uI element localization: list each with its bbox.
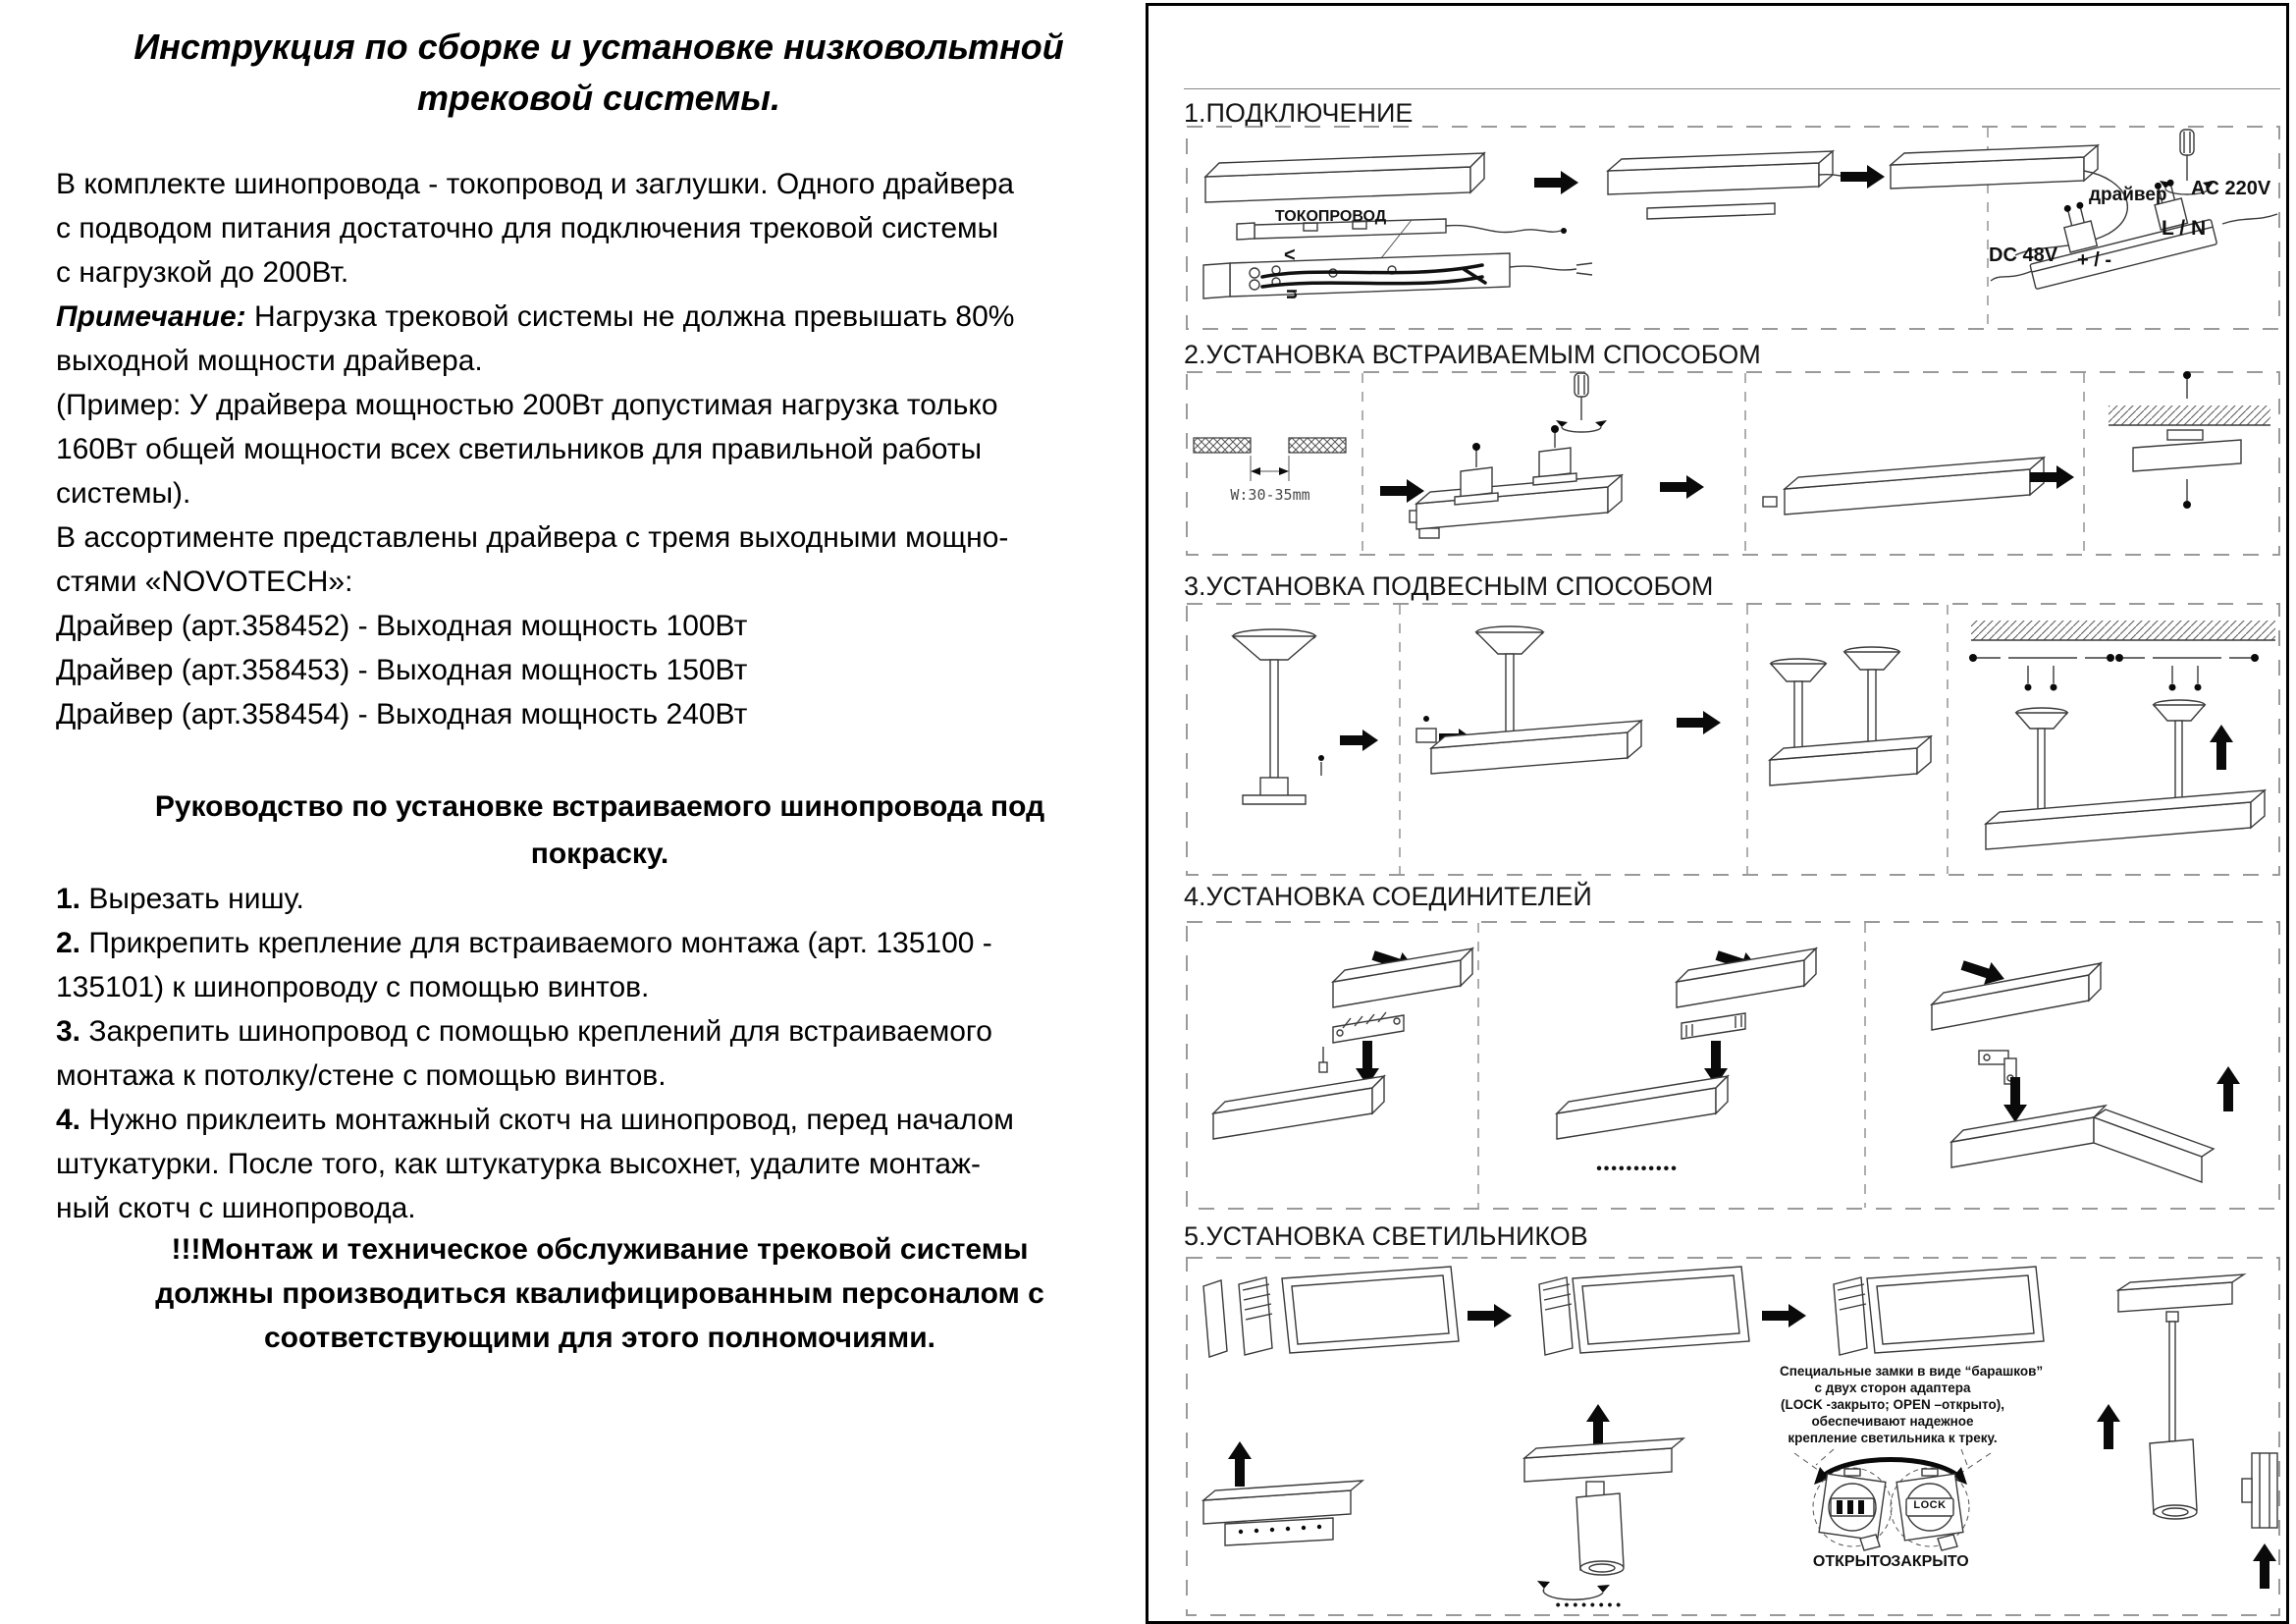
track-icon <box>1785 458 2044 514</box>
track-icon <box>1891 145 2098 189</box>
step-line: ный скотч с шинопровода. <box>56 1192 416 1224</box>
section2-title: 2.УСТАНОВКА ВСТРАИВАЕМЫМ СПОСОБОМ <box>1184 340 1761 369</box>
section3-title: 3.УСТАНОВКА ПОДВЕСНЫМ СПОСОБОМ <box>1184 571 1714 601</box>
polarity-mark: < <box>1284 244 1296 266</box>
driver-item: Драйвер (арт.358452) - Выходная мощность 100Вт <box>56 610 748 642</box>
step-line: 135101) к шинопроводу с помощью винтов. <box>56 971 650 1003</box>
warning-line: должны производиться квалифицированным персоналом с <box>155 1277 1044 1310</box>
section5-diagram <box>1186 1257 2280 1616</box>
text-line: В ассортименте представлены драйвера с тремя выходными мощно- <box>56 521 1009 554</box>
adapter-icon <box>1239 1277 1272 1355</box>
dc-voltage-label: DC 48V <box>1989 244 2058 266</box>
section1-topline <box>1184 88 2280 89</box>
driver-item: Драйвер (арт.358454) - Выходная мощность 240Вт <box>56 698 748 731</box>
arrow-right-icon <box>1677 711 1721 734</box>
driver-item: Драйвер (арт.358453) - Выходная мощность 150Вт <box>56 654 748 686</box>
adapter-icon <box>1834 1277 1867 1355</box>
document-title <box>59 22 1139 124</box>
linear-lamp-icon <box>1282 1267 1459 1353</box>
lock-note-line: крепление светильника к треку. <box>1788 1431 1998 1445</box>
open-label: ОТКРЫТО <box>1812 1553 1893 1570</box>
linear-lamp-icon <box>1867 1267 2044 1353</box>
section3-diagram <box>1186 603 2280 876</box>
polarity-label: + / - <box>2077 249 2112 271</box>
ac-wire <box>2222 214 2277 224</box>
step-line: штукатурки. После того, как штукатурка высохнет, удалите монтаж- <box>56 1148 981 1180</box>
track-icon <box>1213 1076 1384 1139</box>
polarity-mark: u <box>1281 289 1301 299</box>
step-number: 1. <box>56 883 81 915</box>
step-number: 3. <box>56 1015 81 1048</box>
step-text: Прикрепить крепление для встраиваемого монтажа (арт. 135100 - <box>80 927 992 959</box>
intro-paragraphs <box>56 162 1144 736</box>
text-line: системы). <box>56 477 191 510</box>
step-text: Вырезать нишу. <box>80 883 304 915</box>
text-line <box>56 295 1144 339</box>
arrow-up-icon <box>1586 1404 1610 1449</box>
closed-label: ЗАКРЫТО <box>1891 1553 1969 1570</box>
lock-note-line: с двух сторон адаптера <box>1814 1380 1971 1395</box>
ceiling-icon <box>2109 406 2270 425</box>
lock-note-line: (LOCK -закрыто; OPEN –открыто), <box>1781 1397 2004 1412</box>
text-line: выходной мощности драйвера. <box>56 345 483 377</box>
arrow-up-icon <box>2097 1404 2120 1449</box>
step-text: Закрепить шинопровод с помощью креплений для встраиваемого <box>80 1015 992 1048</box>
ln-terminal-label: L / N <box>2162 217 2207 240</box>
track-label: ТОКОПРОВОД <box>1274 208 1387 225</box>
step-line <box>56 921 1144 965</box>
track-icon <box>1205 153 1484 202</box>
section5-title: 5.УСТАНОВКА СВЕТИЛЬНИКОВ <box>1184 1221 1588 1251</box>
screwdriver-icon <box>1556 373 1607 432</box>
driver-label: драйвер <box>2089 185 2167 205</box>
pendant-track-icon <box>1431 626 1641 774</box>
diagram-panel <box>1146 3 2289 1624</box>
mounted-track-icon <box>2133 371 2241 509</box>
arrow-right-icon <box>1660 475 1704 499</box>
arrow-right-icon <box>1340 730 1378 751</box>
arrow-right-icon <box>1468 1304 1512 1327</box>
warning-text <box>56 1227 1144 1360</box>
ceiling-bracket-icon <box>2115 654 2259 691</box>
text-line: (Пример: У драйвера мощностью 200Вт допустимая нагрузка только <box>56 389 998 421</box>
note-label: Примечание: <box>56 300 246 333</box>
rotation-dots: • • • • • • • • <box>1555 1597 1622 1612</box>
linear-lamp-icon <box>1573 1267 1749 1353</box>
arrow-up-icon <box>2210 725 2233 770</box>
guide-title-line: Руководство по установке встраиваемого шинопровода под <box>154 790 1045 823</box>
step-line: монтажа к потолку/стене с помощью винтов. <box>56 1059 667 1092</box>
arrow-up-icon <box>1228 1441 1252 1487</box>
adapter-icon <box>1539 1277 1573 1355</box>
arrow-right-icon <box>1534 171 1578 194</box>
width-dimension-label: W:30-35mm <box>1230 486 1310 504</box>
warning-line: !!!Монтаж и техническое обслуживание трековой системы <box>171 1233 1029 1266</box>
track-icon <box>1608 151 1865 219</box>
guide-title <box>56 784 1144 878</box>
dc-wire <box>1991 271 2032 281</box>
ac-voltage-label: AC 220V <box>2191 178 2271 199</box>
text-line: с нагрузкой до 200Вт. <box>56 256 349 289</box>
note-text: Нагрузка трековой системы не должна превышать 80% <box>245 300 1015 333</box>
step-line <box>56 1009 1144 1054</box>
lock-note-line: Специальные замки в виде “барашков” <box>1780 1364 2044 1379</box>
ceiling-cutout-icon <box>1194 438 1346 481</box>
step-line <box>56 877 1144 921</box>
pendant-track-icon <box>1986 700 2265 849</box>
ceiling-icon <box>1971 621 2275 640</box>
step-number: 2. <box>56 927 81 959</box>
track-with-lamp-icon <box>1203 1481 1362 1545</box>
section2-diagram <box>1186 371 2280 556</box>
pendant-icon <box>1233 629 1324 804</box>
text-line: с подводом питания достаточно для подключения трековой системы <box>56 212 999 244</box>
title-line: трековой системы. <box>416 78 781 118</box>
text-line: В комплекте шинопровода - токопровод и заглушки. Одного драйвера <box>56 168 1014 200</box>
arrow-right-icon <box>1762 1304 1806 1327</box>
connector-icon <box>1319 1012 1404 1072</box>
text-line: 160Вт общей мощности всех светильников для правильной работы <box>56 433 983 465</box>
track-icon <box>1416 475 1622 529</box>
step-line <box>56 1098 1144 1142</box>
track-icon <box>1932 963 2101 1030</box>
arrow-right-icon <box>1380 479 1424 503</box>
guide-title-line: покраску. <box>530 838 669 870</box>
arrow-up-icon <box>2253 1543 2276 1589</box>
connector-icon <box>1682 1013 1745 1039</box>
arrow-right-icon <box>1841 165 1885 189</box>
text-line: стями «NOVOTECH»: <box>56 566 353 598</box>
spot-lamp-icon <box>1524 1438 1683 1575</box>
arrow-up-icon <box>2216 1066 2240 1111</box>
section1-diagram <box>1186 126 2280 330</box>
clamp-icon <box>1416 716 1436 742</box>
step-number: 4. <box>56 1104 81 1136</box>
ceiling-bracket-icon <box>1969 654 2114 691</box>
section4-title: 4.УСТАНОВКА СОЕДИНИТЕЛЕЙ <box>1184 882 1592 911</box>
warning-line: соответствующими для этого полномочиями. <box>263 1322 936 1354</box>
lock-note-line: обеспечивают надежное <box>1811 1414 1974 1429</box>
pendant-track-icon <box>1770 647 1931 785</box>
section1-title: 1.ПОДКЛЮЧЕНИЕ <box>1184 98 1414 128</box>
connector-dots: ••••••••••• <box>1596 1161 1679 1177</box>
lock-text: LOCK <box>1913 1499 1947 1511</box>
title-line: Инструкция по сборке и установке низковольтной <box>133 27 1064 67</box>
lock-note <box>1780 1363 2044 1446</box>
install-steps <box>56 877 1144 1230</box>
track-icon <box>1557 1076 1728 1139</box>
vertical-track-icon <box>2242 1453 2277 1528</box>
pendant-spot-icon <box>2118 1274 2244 1519</box>
section4-diagram <box>1186 921 2280 1210</box>
endcap-icon <box>1763 497 1777 507</box>
endcap-icon <box>1203 1280 1227 1357</box>
wiring-detail-icon <box>1203 253 1592 298</box>
corner-track-icon <box>1951 1106 2214 1182</box>
step-text: Нужно приклеить монтажный скотч на шинопровод, перед началом <box>80 1104 1014 1136</box>
